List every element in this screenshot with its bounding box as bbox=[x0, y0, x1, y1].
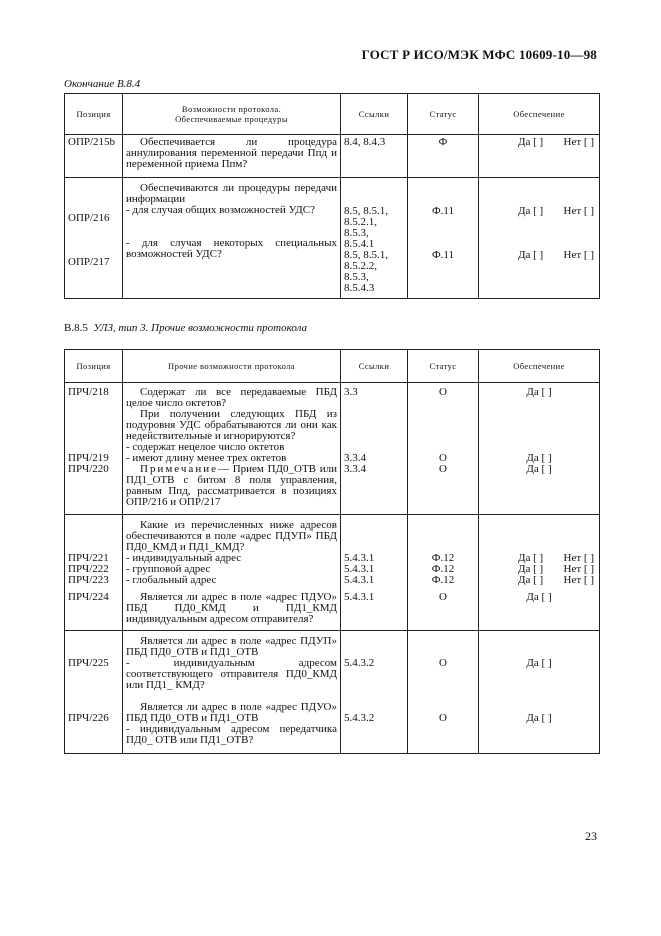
question-text: Является ли адрес в поле «адрес ПДУП» ПБД ПД0_ОТВ и ПД1_ОТВ bbox=[126, 635, 337, 658]
question-text: При получении следующих ПБД из подуровня УДС обрабатываются ли они как недействительные и игнорируются? bbox=[126, 408, 337, 442]
col-capabilities-line1: Возможности протокола. bbox=[181, 104, 282, 114]
question-text: Содержат ли все передаваемые ПБД целое число октетов? bbox=[126, 386, 337, 409]
position-cell: ОПР/216 ОПР/217 bbox=[65, 178, 123, 299]
status-cell: О О bbox=[408, 631, 479, 754]
table-header-row bbox=[65, 350, 600, 383]
table-row bbox=[65, 135, 600, 178]
status-cell: О О О bbox=[408, 383, 479, 515]
yes-checkbox[interactable]: Да [ ] bbox=[526, 463, 552, 475]
question-cell bbox=[123, 383, 341, 515]
question-text: Является ли адрес в поле «адрес ПДУО» ПБД ПД0_ОТВ и ПД1_ОТВ bbox=[126, 701, 337, 724]
status-cell: Ф bbox=[408, 135, 479, 178]
table-row bbox=[65, 383, 600, 515]
yes-checkbox[interactable]: Да [ ] bbox=[518, 552, 544, 564]
col-refs: Ссылки bbox=[341, 350, 408, 383]
question-option: - индивидуальным адресом передатчика ПД0_ ОТВ или ПД1_ОТВ? bbox=[126, 723, 337, 746]
question-option: - глобальный адрес bbox=[126, 574, 217, 586]
status-cell: Ф.12 Ф.12 Ф.12 О bbox=[408, 515, 479, 631]
question-cell: Обеспечивается ли процедура аннулирования переменной передачи Ппд и переменной приема Ппм? bbox=[123, 135, 341, 178]
table2-caption bbox=[64, 322, 307, 334]
col-position: Позиция bbox=[65, 94, 123, 135]
ref-cell: 5.4.3.2 5.4.3.2 bbox=[341, 631, 408, 754]
question-option: - индивидуальным адресом соответствующего отправителя ПД0_КМД или ПД1_ КМД? bbox=[126, 657, 337, 691]
yes-checkbox[interactable]: Да [ ] bbox=[526, 386, 552, 398]
table-header-row bbox=[65, 94, 600, 135]
table-other-capabilities bbox=[64, 349, 600, 754]
document-header: ГОСТ Р ИСО/МЭК МФС 10609-10—98 bbox=[361, 47, 597, 62]
yes-checkbox[interactable]: Да [ ] bbox=[526, 657, 552, 669]
support-cell bbox=[479, 135, 600, 178]
support-cell bbox=[479, 515, 600, 631]
yes-checkbox[interactable]: Да [ ] bbox=[518, 205, 544, 217]
table-row bbox=[65, 515, 600, 631]
table1-caption: Окончание В.8.4 bbox=[64, 78, 141, 90]
col-capabilities bbox=[123, 94, 341, 135]
question-text: Какие из перечисленных ниже адресов обеспечиваются в поле «адрес ПДУП» ПБД ПД0_КМД и ПД1_КМД? bbox=[126, 519, 337, 553]
position-cell: ОПР/215b bbox=[65, 135, 123, 178]
status-cell: Ф.11 Ф.11 bbox=[408, 178, 479, 299]
no-checkbox[interactable]: Нет [ ] bbox=[563, 563, 594, 575]
question-text: Является ли адрес в поле «адрес ПДУО» ПБД ПД0_КМД и ПД1_КМД индивидуальным адресом отправителя? bbox=[126, 591, 337, 625]
table-protocol-procedures bbox=[64, 93, 600, 299]
col-status: Статус bbox=[408, 350, 479, 383]
question-cell bbox=[123, 515, 341, 631]
no-checkbox[interactable]: Нет [ ] bbox=[563, 136, 594, 148]
yes-checkbox[interactable]: Да [ ] bbox=[518, 249, 544, 261]
note bbox=[126, 464, 337, 508]
question-cell: Обеспечиваются ли процедуры передачи информации - для случая общих возможностей УДС? - для случая некоторых специальных возможностей УДС? bbox=[123, 178, 341, 299]
no-checkbox[interactable]: Нет [ ] bbox=[563, 574, 594, 586]
ref-cell: 8.4, 8.4.3 bbox=[341, 135, 408, 178]
page-number: 23 bbox=[585, 829, 597, 843]
ref-cell: 3.3 3.3.4 3.3.4 bbox=[341, 383, 408, 515]
yes-checkbox[interactable]: Да [ ] bbox=[526, 452, 552, 464]
note-label: Примечание bbox=[140, 463, 218, 475]
table-row bbox=[65, 631, 600, 754]
col-capabilities-line2: Обеспечиваемые процедуры bbox=[175, 114, 288, 124]
position-cell: ПРЧ/218 ПРЧ/219 ПРЧ/220 bbox=[65, 383, 123, 515]
col-refs: Ссылки bbox=[341, 94, 408, 135]
position-cell: ПРЧ/221 ПРЧ/222 ПРЧ/223 ПРЧ/224 bbox=[65, 515, 123, 631]
col-status: Статус bbox=[408, 94, 479, 135]
no-checkbox[interactable]: Нет [ ] bbox=[563, 552, 594, 564]
yes-checkbox[interactable]: Да [ ] bbox=[526, 712, 552, 724]
question-cell bbox=[123, 631, 341, 754]
question-option: - содержат нецелое число октетов bbox=[126, 441, 285, 453]
col-support: Обеспечение bbox=[479, 350, 600, 383]
section-title: УЛЗ, тип 3. Прочие возможности протокола bbox=[93, 322, 308, 334]
yes-checkbox[interactable]: Да [ ] bbox=[518, 136, 544, 148]
col-support: Обеспечение bbox=[479, 94, 600, 135]
no-checkbox[interactable]: Нет [ ] bbox=[563, 249, 594, 261]
col-position: Позиция bbox=[65, 350, 123, 383]
support-cell bbox=[479, 631, 600, 754]
question-option: - групповой адрес bbox=[126, 563, 211, 575]
ref-cell: 8.5, 8.5.1, 8.5.2.1, 8.5.3, 8.5.4.1 8.5, 8.5.1, 8.5.2.2, 8.5.3, 8.5.4.3 bbox=[341, 178, 408, 299]
support-cell bbox=[479, 383, 600, 515]
col-capabilities: Прочие возможности протокола bbox=[123, 350, 341, 383]
yes-checkbox[interactable]: Да [ ] bbox=[526, 591, 552, 603]
no-checkbox[interactable]: Нет [ ] bbox=[563, 205, 594, 217]
support-cell bbox=[479, 178, 600, 299]
table-row bbox=[65, 178, 600, 299]
yes-checkbox[interactable]: Да [ ] bbox=[518, 574, 544, 586]
question-option: - имеют длину менее трех октетов bbox=[126, 452, 287, 464]
ref-cell: 5.4.3.1 5.4.3.1 5.4.3.1 5.4.3.1 bbox=[341, 515, 408, 631]
question-option: - индивидуальный адрес bbox=[126, 552, 242, 564]
section-number: В.8.5 bbox=[64, 322, 88, 334]
note-text: — Прием ПД0_ОТВ или ПД1_ОТВ с битом 8 поля управления, равным Ппд, рассматривается в позициях ОПР/216 и ОПР/217 bbox=[126, 463, 337, 508]
position-cell: ПРЧ/225 ПРЧ/226 bbox=[65, 631, 123, 754]
yes-checkbox[interactable]: Да [ ] bbox=[518, 563, 544, 575]
